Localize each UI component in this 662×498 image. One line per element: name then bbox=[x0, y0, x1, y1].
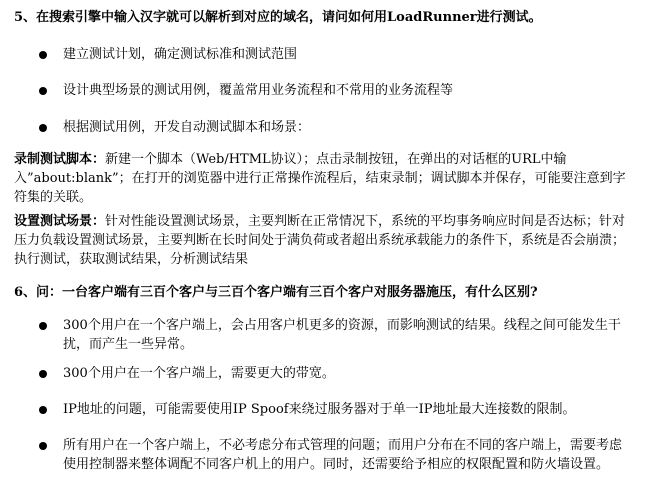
question-6-heading: 6、问：一台客户端有三百个客户与三百个客户端有三百个客户对服务器施压，有什么区别? bbox=[14, 285, 538, 300]
scenario-label: 设置测试场景： bbox=[14, 214, 106, 229]
question-5-heading: 5、在搜索引擎中输入汉字就可以解析到对应的域名，请问如何用LoadRunner进行测试。 bbox=[14, 10, 542, 25]
q6-bullet-1: 300个用户在一个客户端上，会占用客户机更多的资源，而影响测试的结果。线程之间可能发生干扰，而产生一些异常。 bbox=[63, 318, 621, 352]
q5-bullet-1: 建立测试计划，确定测试标准和测试范围 bbox=[63, 47, 298, 62]
scenario-paragraph bbox=[14, 212, 626, 269]
record-script-text: 新建一个脚本（Web/HTML协议）；点击录制按钮，在弹出的对话框的URL中输入”about:blank”；在打开的浏览器中进行正常操作流程后，结束录制；调试脚本并保存，可能要注意到字符集的关联。 bbox=[14, 152, 626, 205]
q5-bullet-3: 根据测试用例，开发自动测试脚本和场景： bbox=[63, 120, 311, 135]
q6-bullet-2: 300个用户在一个客户端上，需要更大的带宽。 bbox=[63, 366, 335, 381]
bullet-dot bbox=[39, 87, 47, 95]
bullet-dot bbox=[39, 51, 47, 59]
bullet-dot bbox=[39, 124, 47, 132]
bullet-dot bbox=[39, 322, 47, 330]
bullet-dot bbox=[39, 370, 47, 378]
bullet-dot bbox=[39, 406, 47, 414]
scenario-text: 针对性能设置测试场景，主要判断在正常情况下，系统的平均事务响应时间是否达标；针对压力负载设置测试场景，主要判断在长时间处于满负荷或者超出系统承载能力的条件下，系统是否会崩溃；执行测试，获取测试结果，分析测试结果 bbox=[14, 214, 626, 267]
bullet-dot bbox=[39, 442, 47, 450]
q6-bullet-4: 所有用户在一个客户端上，不必考虑分布式管理的问题；而用户分布在不同的客户端上，需要考虑使用控制器来整体调配不同客户机上的用户。同时，还需要给予相应的权限配置和防火墙设置。 bbox=[63, 438, 623, 472]
record-script-paragraph bbox=[14, 150, 626, 207]
q6-bullet-3: IP地址的问题，可能需要使用IP Spoof来绕过服务器对于单一IP地址最大连接数的限制。 bbox=[63, 402, 576, 417]
q5-bullet-2: 设计典型场景的测试用例，覆盖常用业务流程和不常用的业务流程等 bbox=[63, 83, 454, 98]
record-script-label: 录制测试脚本： bbox=[14, 152, 106, 167]
